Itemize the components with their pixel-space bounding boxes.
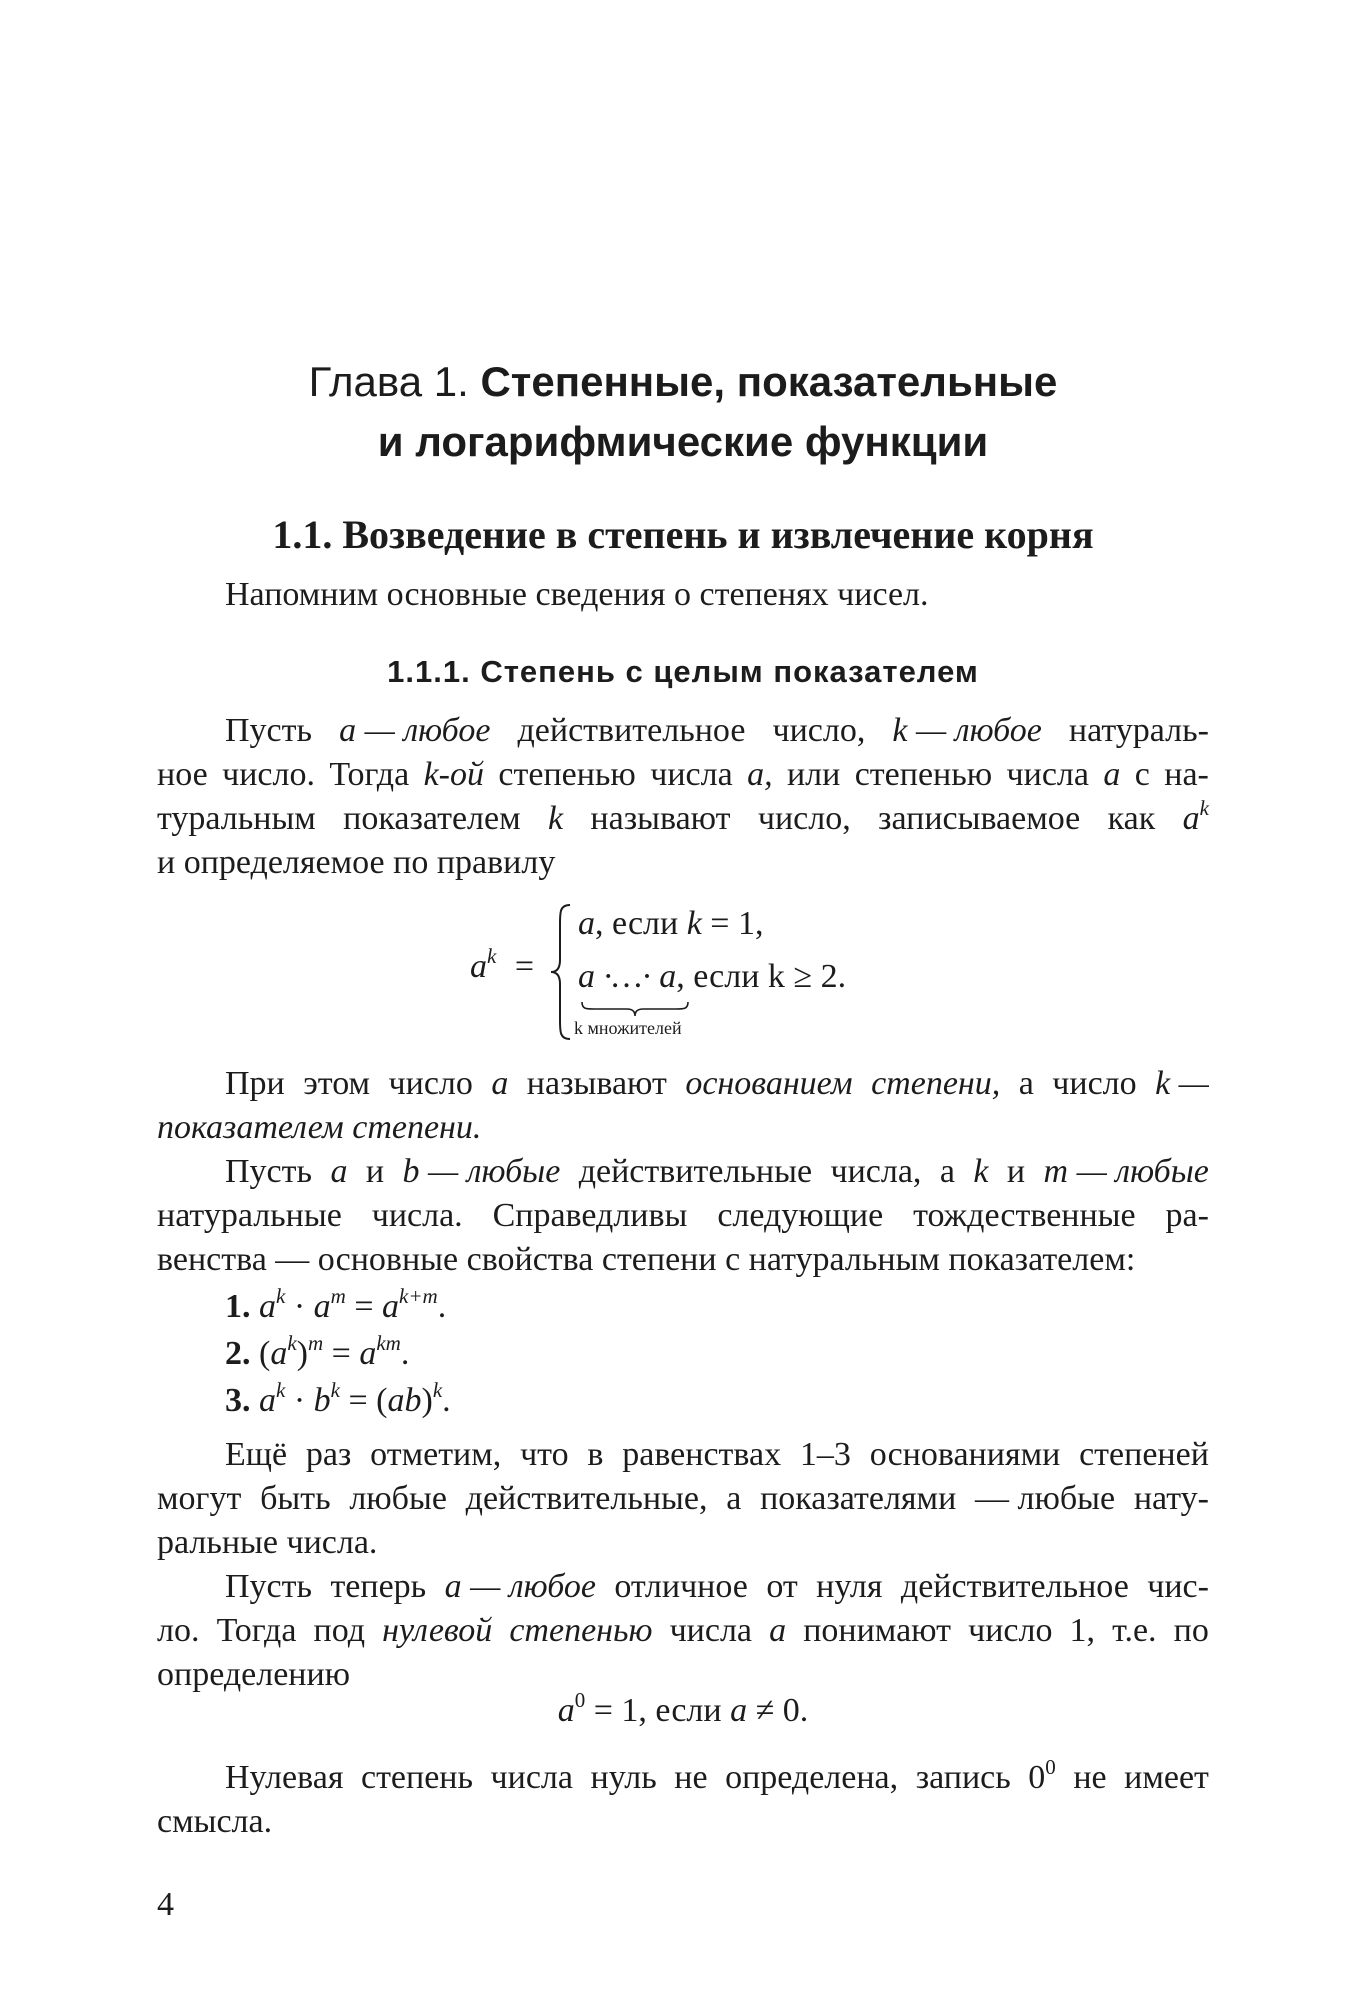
- word: число: [1052, 1065, 1137, 1102]
- word: натуральные: [157, 1197, 342, 1234]
- word: степенью: [498, 756, 636, 793]
- word: Пусть: [225, 1153, 313, 1190]
- paragraph-base-exponent: [157, 1062, 1209, 1150]
- word: как: [1107, 800, 1156, 837]
- word: показателем: [343, 800, 521, 837]
- word: любые: [349, 1480, 447, 1517]
- word: Ещё: [225, 1436, 288, 1473]
- word: имеет: [1124, 1759, 1209, 1796]
- word: a — любое: [339, 712, 491, 749]
- word: натураль-: [1068, 712, 1209, 749]
- text-line: [157, 1477, 1209, 1521]
- word: степеней: [1079, 1436, 1209, 1473]
- term-base: степени,: [871, 1065, 1001, 1102]
- text-line: венства — основные свойства степени с натуральным показателем:: [157, 1241, 1136, 1278]
- word: ное: [157, 756, 208, 793]
- paragraph-zero-power: [157, 1565, 1209, 1697]
- word: a: [1103, 756, 1121, 793]
- word: $a^k$: [1182, 796, 1209, 837]
- word: равенствах: [622, 1436, 782, 1473]
- paragraph-properties-intro: [157, 1150, 1209, 1282]
- word: k —: [1155, 1065, 1209, 1102]
- word: $0^0$: [1028, 1755, 1056, 1796]
- property-item: 1. $a^k \cdot a^m = a^{k+m}$.: [225, 1284, 447, 1325]
- term-zero-power: степенью: [509, 1612, 653, 1649]
- chapter-title-line-1: [0, 352, 1366, 412]
- word: не: [674, 1759, 708, 1796]
- text-line: [157, 1194, 1209, 1238]
- word: a: [330, 1153, 348, 1190]
- word: ра-: [1165, 1197, 1209, 1234]
- text-line: [157, 709, 1209, 753]
- word: не: [1073, 1759, 1107, 1796]
- text-line: [157, 797, 1209, 841]
- text-line: [157, 753, 1209, 797]
- word: действительные,: [465, 1480, 708, 1517]
- properties-list: [225, 1283, 451, 1424]
- section-title: 1.1. Возведение в степень и извлечение корня: [272, 512, 1094, 557]
- text-line: [157, 1756, 1209, 1800]
- word: k-ой: [423, 756, 485, 793]
- word: чис-: [1147, 1568, 1209, 1605]
- word: под: [313, 1612, 366, 1649]
- formula-power-definition: [470, 900, 890, 1050]
- word: показателями: [760, 1480, 957, 1517]
- word: быть: [260, 1480, 331, 1517]
- word: нату-: [1133, 1480, 1209, 1517]
- word: раз: [305, 1436, 352, 1473]
- word: действительное: [517, 712, 746, 749]
- word: на-: [1164, 756, 1209, 793]
- word: ло.: [157, 1612, 200, 1649]
- word: a,: [747, 756, 773, 793]
- word: число,: [772, 712, 866, 749]
- text-line: определению: [157, 1656, 351, 1693]
- word: т.е.: [1112, 1612, 1157, 1649]
- word: а: [939, 1153, 955, 1190]
- product-expression: a ·…· a: [578, 958, 677, 995]
- chapter-title-line-2: и логарифмические функции: [377, 418, 989, 465]
- paragraph-remark: [157, 1433, 1209, 1565]
- word: что: [520, 1436, 569, 1473]
- word: нуль: [590, 1759, 657, 1796]
- word: понимают: [803, 1612, 951, 1649]
- word: Тогда: [216, 1612, 297, 1649]
- formula-case-2: [578, 958, 846, 996]
- word: а: [726, 1480, 742, 1517]
- word: Тогда: [329, 756, 410, 793]
- equals-sign: =: [514, 948, 535, 985]
- word: При: [225, 1065, 285, 1102]
- word: числа: [669, 1612, 753, 1649]
- word: и: [1006, 1153, 1026, 1190]
- paragraph-definition: [157, 709, 1209, 885]
- term-base: основанием: [685, 1065, 853, 1102]
- page-number: 4: [157, 1886, 174, 1923]
- chapter-label: Глава 1.: [308, 358, 469, 405]
- word: число,: [757, 800, 851, 837]
- word: действительные: [578, 1153, 813, 1190]
- word: число: [388, 1065, 473, 1102]
- word: основаниями: [869, 1436, 1061, 1473]
- underbrace-icon: [580, 1000, 690, 1018]
- word: числа: [490, 1759, 573, 1796]
- word: числа,: [830, 1153, 922, 1190]
- text-line: [157, 1565, 1209, 1609]
- word: k — любое: [892, 712, 1042, 749]
- text-line: и определяемое по правилу: [157, 844, 556, 881]
- underbrace-label: k множителей: [574, 1018, 682, 1038]
- formula-case-1: a, если k = 1,: [578, 905, 764, 942]
- chapter-title-part-1: Степенные, показательные: [480, 358, 1058, 405]
- word: нуля: [816, 1568, 883, 1605]
- word: отметим,: [370, 1436, 502, 1473]
- property-item: 3. $a^k \cdot b^k = (ab)^k$.: [225, 1378, 451, 1419]
- word: и: [365, 1153, 385, 1190]
- word: могут: [157, 1480, 242, 1517]
- exponent: 0: [1045, 1755, 1056, 1779]
- text-line: ральные числа.: [157, 1524, 378, 1561]
- word: этом: [303, 1065, 371, 1102]
- property-item: 2. $(a^k)^m = a^{km}$.: [225, 1331, 410, 1372]
- word: действительное: [900, 1568, 1129, 1605]
- word: 1,: [1069, 1612, 1096, 1649]
- word: или: [786, 756, 841, 793]
- term-exponent: показателем степени.: [157, 1109, 482, 1146]
- chapter-title: [0, 352, 1366, 472]
- word: называют: [526, 1065, 667, 1102]
- word: числа: [1006, 756, 1089, 793]
- word: следующие: [717, 1197, 884, 1234]
- case-condition: , если k ≥ 2.: [676, 958, 847, 995]
- word: число: [968, 1612, 1053, 1649]
- word: определена,: [725, 1759, 899, 1796]
- word: числа: [650, 756, 733, 793]
- exponent: k: [1199, 796, 1209, 820]
- term-zero-power: нулевой: [382, 1612, 493, 1649]
- word: число.: [222, 756, 315, 793]
- word: a: [769, 1612, 787, 1649]
- word: степень: [360, 1759, 474, 1796]
- left-brace-icon: [548, 902, 574, 1042]
- word: тождественные: [913, 1197, 1136, 1234]
- word: a — любое: [444, 1568, 596, 1605]
- section-intro: Напомним основные сведения о степенях чисел.: [225, 576, 929, 613]
- word: от: [766, 1568, 798, 1605]
- word: отличное: [614, 1568, 748, 1605]
- word: b — любые: [402, 1153, 561, 1190]
- exponent: 0: [574, 1688, 586, 1712]
- word: Пусть: [225, 1568, 313, 1605]
- word: m — любые: [1043, 1153, 1209, 1190]
- text-line: [157, 1062, 1209, 1106]
- word: теперь: [330, 1568, 427, 1605]
- formula-zero-power: $a^0 = 1$, если a ≠ 0.: [557, 1688, 809, 1729]
- word: Справедливы: [492, 1197, 688, 1234]
- word: степенью: [854, 756, 993, 793]
- word: запись: [915, 1759, 1011, 1796]
- word: в: [587, 1436, 604, 1473]
- text-line: [157, 1150, 1209, 1194]
- text-line: смысла.: [157, 1803, 273, 1840]
- exponent: k: [487, 944, 497, 968]
- text-line: [157, 1433, 1209, 1477]
- formula-lhs: $a^k$ =: [470, 944, 535, 985]
- word: а: [1018, 1065, 1034, 1102]
- word: числа.: [371, 1197, 463, 1234]
- word: k: [547, 800, 564, 837]
- word: записываемое: [878, 800, 1081, 837]
- word: k: [973, 1153, 989, 1190]
- word: называют: [590, 800, 731, 837]
- word: — любые: [975, 1480, 1116, 1517]
- paragraph-zero-to-zero: [157, 1756, 1209, 1844]
- word: с: [1134, 756, 1150, 793]
- word: a: [491, 1065, 509, 1102]
- text-line: [157, 1609, 1209, 1653]
- word: Нулевая: [225, 1759, 344, 1796]
- word: 1–3: [799, 1436, 851, 1473]
- subsection-title: 1.1.1. Степень с целым показателем: [387, 654, 979, 689]
- word: Пусть: [225, 712, 313, 749]
- word: по: [1173, 1612, 1209, 1649]
- word: туральным: [157, 800, 316, 837]
